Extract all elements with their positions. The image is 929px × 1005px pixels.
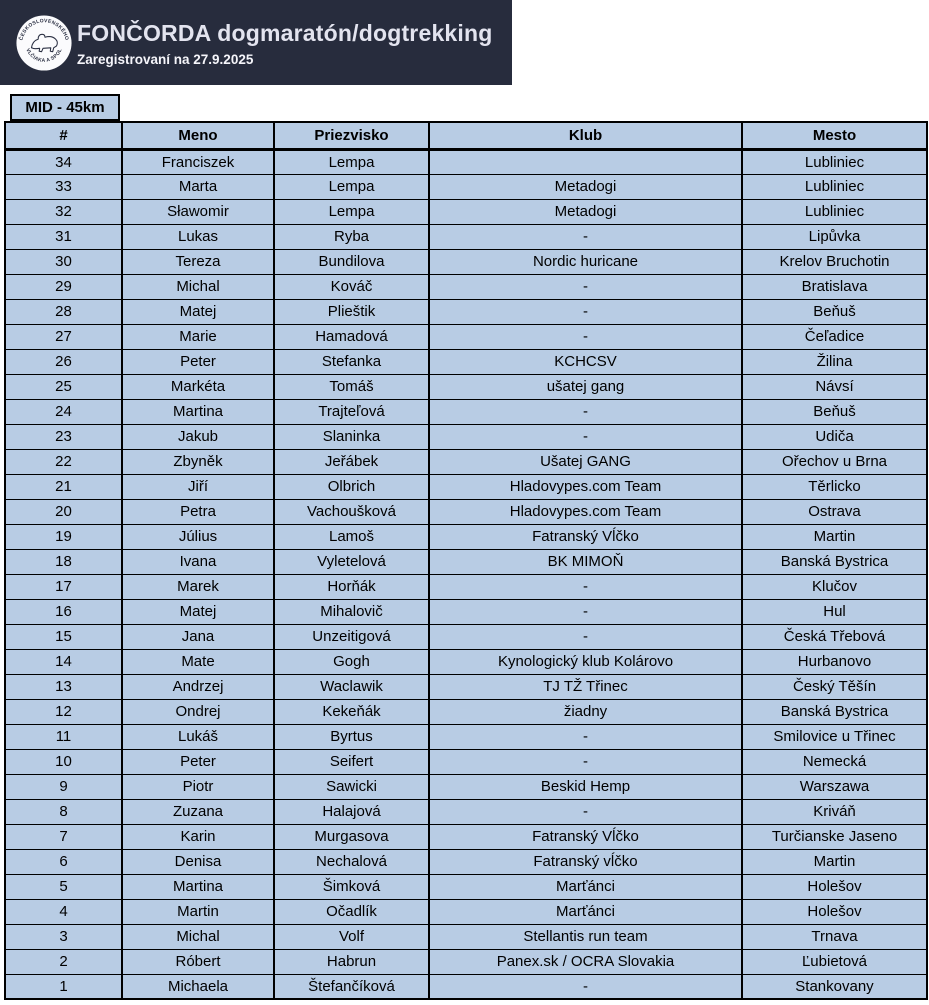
cell-meno: Tereza: [122, 249, 274, 274]
cell-klub: ušatej gang: [429, 374, 742, 399]
table-row: [5, 624, 927, 649]
cell-priezvisko: Gogh: [274, 649, 429, 674]
cell-meno: Martin: [122, 899, 274, 924]
cell-mesto: Kriváň: [742, 799, 927, 824]
cell-klub: -: [429, 574, 742, 599]
cell-priezvisko: Slaninka: [274, 424, 429, 449]
table-row: [5, 574, 927, 599]
cell-mesto: Klučov: [742, 574, 927, 599]
cell-klub: Nordic huricane: [429, 249, 742, 274]
cell-meno: Lukáš: [122, 724, 274, 749]
cell-number: 5: [5, 874, 122, 899]
table-row: [5, 949, 927, 974]
cell-klub: -: [429, 974, 742, 999]
cell-number: 6: [5, 849, 122, 874]
table-row: [5, 799, 927, 824]
cell-klub: -: [429, 424, 742, 449]
cell-meno: Michal: [122, 274, 274, 299]
table-row: [5, 749, 927, 774]
cell-mesto: Beňuš: [742, 299, 927, 324]
cell-number: 20: [5, 499, 122, 524]
table-row: [5, 424, 927, 449]
cell-mesto: Stankovany: [742, 974, 927, 999]
cell-meno: Michal: [122, 924, 274, 949]
category-label-mid-45km: MID - 45km: [10, 94, 120, 121]
cell-meno: Ivana: [122, 549, 274, 574]
cell-meno: Zbyněk: [122, 449, 274, 474]
column-header-priezvisko: Priezvisko: [274, 122, 429, 149]
table-header-row: [5, 122, 927, 149]
table-row: [5, 324, 927, 349]
cell-klub: -: [429, 399, 742, 424]
table-row: [5, 349, 927, 374]
event-title: FONČORDA dogmaratón/dogtrekking: [77, 20, 493, 46]
cell-number: 13: [5, 674, 122, 699]
cell-priezvisko: Šimková: [274, 874, 429, 899]
cell-klub: Metadogi: [429, 174, 742, 199]
cell-meno: Jiří: [122, 474, 274, 499]
cell-priezvisko: Tomáš: [274, 374, 429, 399]
cell-priezvisko: Trajteľová: [274, 399, 429, 424]
table-row: [5, 724, 927, 749]
cell-mesto: Turčianske Jaseno: [742, 824, 927, 849]
cell-klub: Panex.sk / OCRA Slovakia: [429, 949, 742, 974]
cell-meno: Michaela: [122, 974, 274, 999]
cell-klub: -: [429, 274, 742, 299]
cell-number: 15: [5, 624, 122, 649]
cell-klub: Marťánci: [429, 899, 742, 924]
cell-number: 26: [5, 349, 122, 374]
table-row: [5, 824, 927, 849]
cell-klub: Fatranský vĺčko: [429, 849, 742, 874]
event-banner: [0, 0, 512, 85]
cell-meno: Július: [122, 524, 274, 549]
column-header-number: #: [5, 122, 122, 149]
cell-number: 7: [5, 824, 122, 849]
cell-klub: Fatranský Vĺčko: [429, 824, 742, 849]
cell-priezvisko: Mihalovič: [274, 599, 429, 624]
table-row: [5, 199, 927, 224]
cell-number: 12: [5, 699, 122, 724]
table-row: [5, 524, 927, 549]
cell-mesto: Martin: [742, 524, 927, 549]
table-row: [5, 699, 927, 724]
cell-mesto: Beňuš: [742, 399, 927, 424]
column-header-mesto: Mesto: [742, 122, 927, 149]
cell-mesto: Ľubietová: [742, 949, 927, 974]
cell-mesto: Čeľadice: [742, 324, 927, 349]
cell-meno: Piotr: [122, 774, 274, 799]
cell-number: 32: [5, 199, 122, 224]
cell-mesto: Žilina: [742, 349, 927, 374]
cell-number: 24: [5, 399, 122, 424]
cell-number: 19: [5, 524, 122, 549]
cell-priezvisko: Stefanka: [274, 349, 429, 374]
cell-priezvisko: Nechalová: [274, 849, 429, 874]
cell-mesto: Návsí: [742, 374, 927, 399]
cell-mesto: Martin: [742, 849, 927, 874]
cell-meno: Jana: [122, 624, 274, 649]
cell-number: 11: [5, 724, 122, 749]
registrations-table: [4, 121, 928, 1000]
cell-mesto: Banská Bystrica: [742, 699, 927, 724]
cell-priezvisko: Lempa: [274, 199, 429, 224]
table-row: [5, 599, 927, 624]
table-row: [5, 299, 927, 324]
cell-priezvisko: Sawicki: [274, 774, 429, 799]
cell-number: 1: [5, 974, 122, 999]
table-row: [5, 924, 927, 949]
cell-meno: Lukas: [122, 224, 274, 249]
cell-number: 10: [5, 749, 122, 774]
cell-priezvisko: Vyletelová: [274, 549, 429, 574]
cell-priezvisko: Murgasova: [274, 824, 429, 849]
table-row: [5, 249, 927, 274]
cell-klub: Marťánci: [429, 874, 742, 899]
cell-klub: -: [429, 324, 742, 349]
cell-klub: -: [429, 724, 742, 749]
table-row: [5, 849, 927, 874]
cell-priezvisko: Byrtus: [274, 724, 429, 749]
table-row: [5, 774, 927, 799]
cell-mesto: Bratislava: [742, 274, 927, 299]
cell-mesto: Ostrava: [742, 499, 927, 524]
column-header-klub: Klub: [429, 122, 742, 149]
cell-number: 31: [5, 224, 122, 249]
cell-mesto: Trnava: [742, 924, 927, 949]
cell-mesto: Holešov: [742, 874, 927, 899]
cell-priezvisko: Horňák: [274, 574, 429, 599]
cell-mesto: Těrlicko: [742, 474, 927, 499]
cell-number: 34: [5, 149, 122, 174]
cell-mesto: Smilovice u Třinec: [742, 724, 927, 749]
cell-klub: -: [429, 224, 742, 249]
cell-number: 23: [5, 424, 122, 449]
cell-priezvisko: Vachoušková: [274, 499, 429, 524]
cell-klub: Hladovypes.com Team: [429, 499, 742, 524]
svg-text:VLČIAKA A SPOL: VLČIAKA A SPOL: [24, 47, 64, 64]
cell-klub: žiadny: [429, 699, 742, 724]
cell-priezvisko: Kováč: [274, 274, 429, 299]
cell-meno: Martina: [122, 399, 274, 424]
cell-meno: Markéta: [122, 374, 274, 399]
table-row: [5, 449, 927, 474]
table-body: [5, 149, 927, 999]
cell-number: 30: [5, 249, 122, 274]
cell-priezvisko: Olbrich: [274, 474, 429, 499]
svg-text:ČESKOSLOVENSKÉHO: ČESKOSLOVENSKÉHO: [18, 17, 70, 41]
cell-priezvisko: Lempa: [274, 174, 429, 199]
cell-klub: Hladovypes.com Team: [429, 474, 742, 499]
table-row: [5, 674, 927, 699]
cell-klub: -: [429, 799, 742, 824]
cell-number: 25: [5, 374, 122, 399]
cell-klub: Stellantis run team: [429, 924, 742, 949]
cell-priezvisko: Seifert: [274, 749, 429, 774]
cell-meno: Petra: [122, 499, 274, 524]
cell-meno: Mate: [122, 649, 274, 674]
cell-klub: BK MIMOŇ: [429, 549, 742, 574]
cell-number: 2: [5, 949, 122, 974]
cell-meno: Andrzej: [122, 674, 274, 699]
cell-klub: [429, 149, 742, 174]
cell-priezvisko: Ryba: [274, 224, 429, 249]
cell-priezvisko: Waclawik: [274, 674, 429, 699]
table-row: [5, 149, 927, 174]
dog-club-logo-icon: [15, 14, 73, 72]
cell-priezvisko: Jeřábek: [274, 449, 429, 474]
cell-mesto: Český Těšín: [742, 674, 927, 699]
cell-number: 9: [5, 774, 122, 799]
cell-meno: Martina: [122, 874, 274, 899]
table-row: [5, 474, 927, 499]
cell-meno: Denisa: [122, 849, 274, 874]
table-row: [5, 874, 927, 899]
cell-klub: KCHCSV: [429, 349, 742, 374]
cell-mesto: Warszawa: [742, 774, 927, 799]
cell-number: 27: [5, 324, 122, 349]
cell-meno: Matej: [122, 599, 274, 624]
cell-priezvisko: Bundilova: [274, 249, 429, 274]
table-row: [5, 399, 927, 424]
cell-priezvisko: Plieštik: [274, 299, 429, 324]
cell-meno: Zuzana: [122, 799, 274, 824]
cell-klub: Ušatej GANG: [429, 449, 742, 474]
column-header-meno: Meno: [122, 122, 274, 149]
cell-mesto: Krelov Bruchotin: [742, 249, 927, 274]
table-header: [5, 122, 927, 149]
cell-number: 33: [5, 174, 122, 199]
table-row: [5, 549, 927, 574]
cell-number: 3: [5, 924, 122, 949]
cell-mesto: Lipůvka: [742, 224, 927, 249]
cell-number: 17: [5, 574, 122, 599]
cell-meno: Jakub: [122, 424, 274, 449]
cell-number: 14: [5, 649, 122, 674]
cell-priezvisko: Lempa: [274, 149, 429, 174]
cell-number: 29: [5, 274, 122, 299]
cell-priezvisko: Hamadová: [274, 324, 429, 349]
cell-priezvisko: Očadlík: [274, 899, 429, 924]
cell-mesto: Lubliniec: [742, 174, 927, 199]
table-row: [5, 899, 927, 924]
cell-mesto: Banská Bystrica: [742, 549, 927, 574]
cell-mesto: Lubliniec: [742, 199, 927, 224]
cell-number: 4: [5, 899, 122, 924]
cell-meno: Róbert: [122, 949, 274, 974]
cell-klub: Beskid Hemp: [429, 774, 742, 799]
cell-meno: Karin: [122, 824, 274, 849]
cell-meno: Franciszek: [122, 149, 274, 174]
cell-mesto: Hul: [742, 599, 927, 624]
cell-klub: -: [429, 599, 742, 624]
cell-meno: Ondrej: [122, 699, 274, 724]
cell-mesto: Ořechov u Brna: [742, 449, 927, 474]
table-row: [5, 649, 927, 674]
cell-mesto: Lubliniec: [742, 149, 927, 174]
table-row: [5, 374, 927, 399]
cell-klub: Kynologický klub Kolárovo: [429, 649, 742, 674]
cell-number: 28: [5, 299, 122, 324]
table-row: [5, 499, 927, 524]
cell-meno: Peter: [122, 349, 274, 374]
cell-mesto: Česká Třebová: [742, 624, 927, 649]
cell-klub: Fatranský Vĺčko: [429, 524, 742, 549]
cell-klub: -: [429, 624, 742, 649]
table-row: [5, 974, 927, 999]
cell-priezvisko: Halajová: [274, 799, 429, 824]
cell-priezvisko: Lamoš: [274, 524, 429, 549]
cell-meno: Marek: [122, 574, 274, 599]
cell-priezvisko: Štefančíková: [274, 974, 429, 999]
cell-mesto: Nemecká: [742, 749, 927, 774]
cell-meno: Peter: [122, 749, 274, 774]
cell-number: 8: [5, 799, 122, 824]
cell-meno: Matej: [122, 299, 274, 324]
cell-priezvisko: Kekeňák: [274, 699, 429, 724]
cell-klub: TJ TŽ Třinec: [429, 674, 742, 699]
cell-klub: Metadogi: [429, 199, 742, 224]
cell-klub: -: [429, 299, 742, 324]
table-row: [5, 224, 927, 249]
cell-meno: Marta: [122, 174, 274, 199]
cell-number: 21: [5, 474, 122, 499]
cell-number: 18: [5, 549, 122, 574]
cell-number: 22: [5, 449, 122, 474]
cell-priezvisko: Volf: [274, 924, 429, 949]
cell-meno: Sławomir: [122, 199, 274, 224]
cell-priezvisko: Unzeitigová: [274, 624, 429, 649]
cell-mesto: Udiča: [742, 424, 927, 449]
cell-number: 16: [5, 599, 122, 624]
cell-klub: -: [429, 749, 742, 774]
cell-priezvisko: Habrun: [274, 949, 429, 974]
table-row: [5, 274, 927, 299]
registration-date-subtitle: Zaregistrovaní na 27.9.2025: [77, 52, 254, 67]
cell-meno: Marie: [122, 324, 274, 349]
cell-mesto: Hurbanovo: [742, 649, 927, 674]
cell-mesto: Holešov: [742, 899, 927, 924]
table-row: [5, 174, 927, 199]
club-logo: [15, 14, 73, 72]
